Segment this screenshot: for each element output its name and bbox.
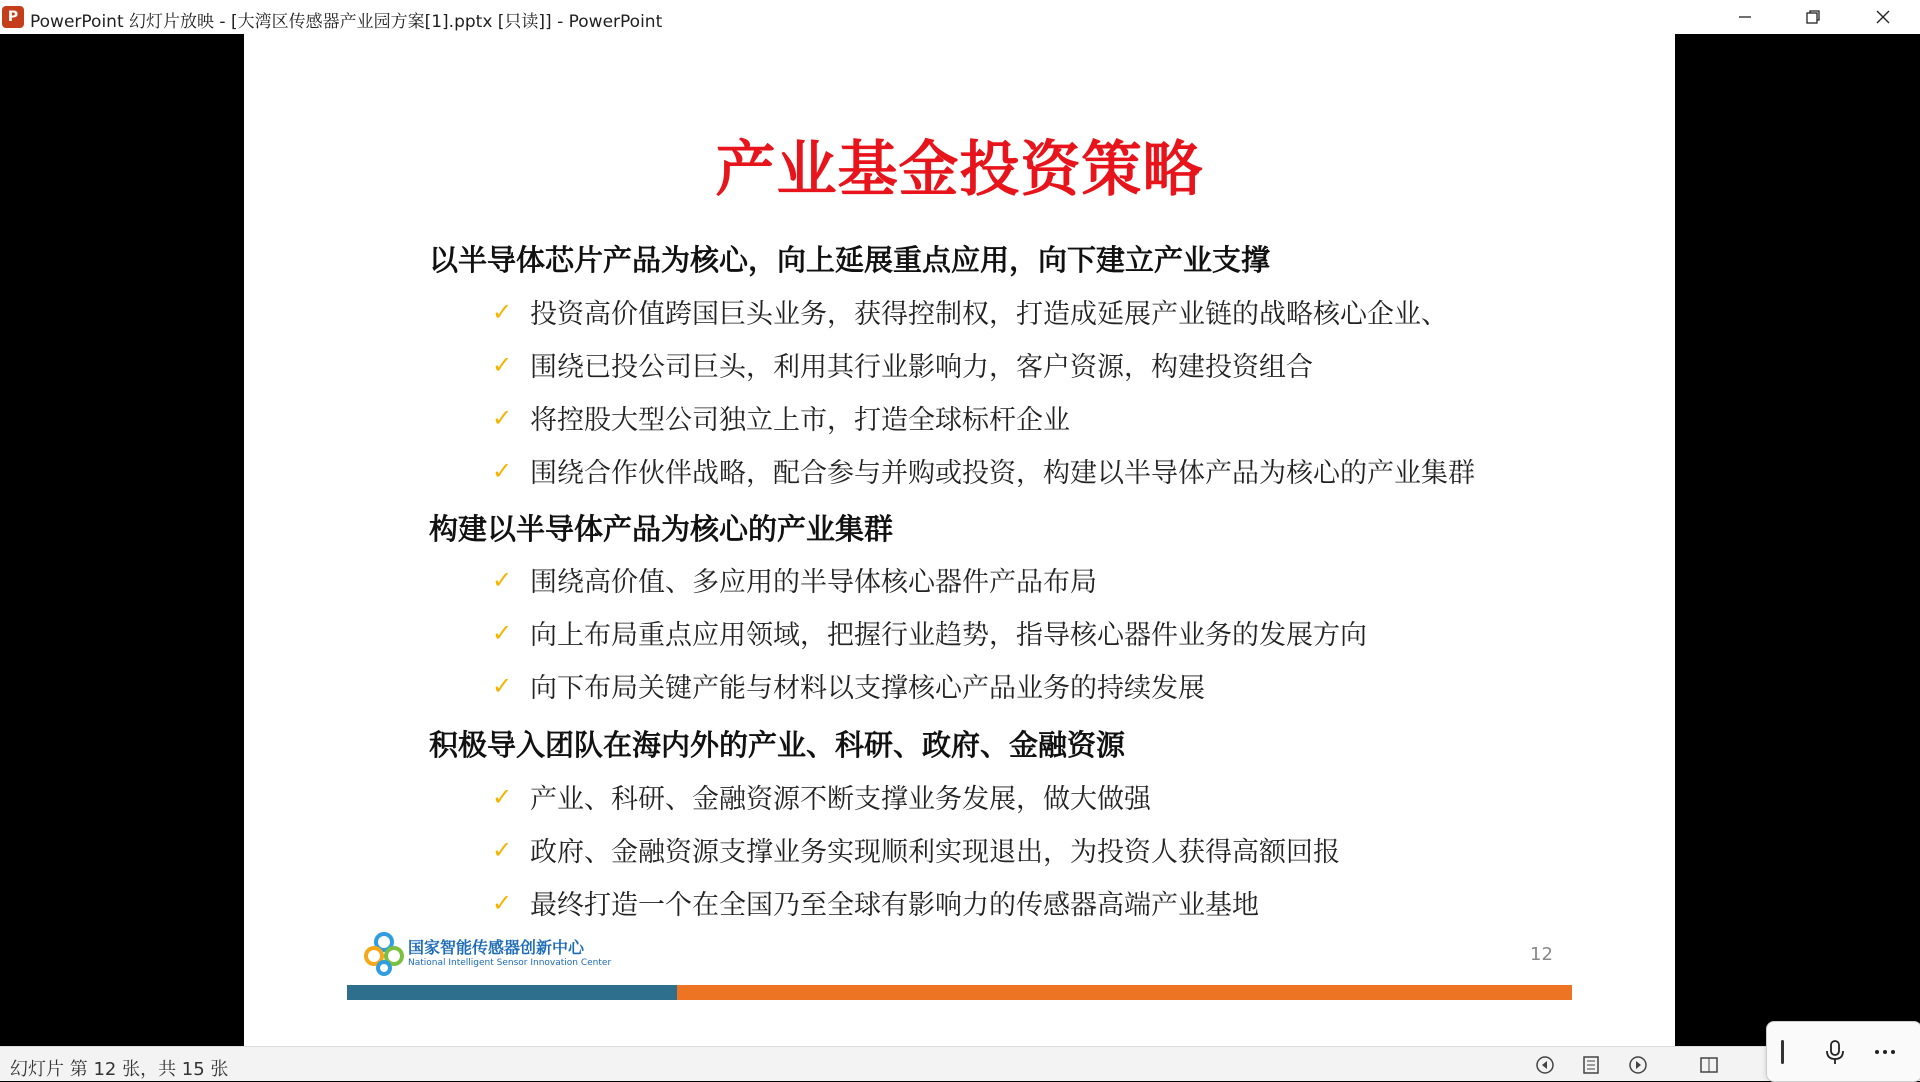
drag-handle[interactable] (1781, 1040, 1784, 1064)
minimize-icon (1736, 8, 1754, 26)
slide-counter: 幻灯片 第 12 张，共 15 张 (10, 1059, 229, 1080)
slideshow-area[interactable] (0, 34, 1920, 1046)
bullet-text: 向下布局关键产能与材料以支撑核心产品业务的持续发展 (530, 673, 1205, 704)
bullet-item (492, 613, 1367, 652)
bullet-text: 最终打造一个在全国乃至全球有影响力的传感器高端产业基地 (530, 890, 1259, 921)
bullet-item (492, 398, 1070, 437)
bullet-item (492, 292, 1448, 331)
title-bar (0, 0, 1920, 34)
microphone-icon[interactable] (1823, 1039, 1847, 1065)
bullet-item (492, 883, 1259, 922)
slide[interactable] (244, 34, 1675, 1046)
footer-bar-blue (347, 985, 677, 1000)
close-button[interactable] (1848, 0, 1918, 34)
dictation-toolbar[interactable] (1766, 1021, 1920, 1082)
check-icon: ✓ (492, 782, 513, 811)
section-heading: 构建以半导体产品为核心的产业集群 (429, 512, 894, 546)
status-bar (0, 1046, 1920, 1081)
logo-text-cn: 国家智能传感器创新中心 (408, 938, 585, 957)
sensor-center-logo-icon (364, 932, 404, 976)
check-icon: ✓ (492, 565, 513, 594)
check-icon: ✓ (492, 456, 513, 485)
bullet-text: 围绕合作伙伴战略，配合参与并购或投资，构建以半导体产品为核心的产业集群 (530, 458, 1475, 489)
check-icon: ✓ (492, 835, 513, 864)
section-heading: 积极导入团队在海内外的产业、科研、政府、金融资源 (429, 728, 1126, 762)
minimize-button[interactable] (1710, 0, 1780, 34)
bullet-text: 围绕已投公司巨头，利用其行业影响力，客户资源，构建投资组合 (530, 352, 1313, 383)
check-icon: ✓ (492, 403, 513, 432)
bullet-text: 政府、金融资源支撑业务实现顺利实现退出，为投资人获得高额回报 (530, 837, 1340, 868)
check-icon: ✓ (492, 888, 513, 917)
bullet-item (492, 830, 1340, 869)
restore-button[interactable] (1778, 0, 1848, 34)
slide-page-number: 12 (1530, 944, 1553, 965)
bullet-text: 向上布局重点应用领域，把握行业趋势，指导核心器件业务的发展方向 (530, 620, 1367, 651)
bullet-text: 围绕高价值、多应用的半导体核心器件产品布局 (530, 567, 1097, 598)
section-heading: 以半导体芯片产品为核心，向上延展重点应用，向下建立产业支撑 (429, 243, 1271, 277)
check-icon: ✓ (492, 297, 513, 326)
bullet-item (492, 451, 1475, 490)
bullet-text: 投资高价值跨国巨头业务，获得控制权，打造成延展产业链的战略核心企业、 (530, 299, 1448, 330)
check-icon: ✓ (492, 350, 513, 379)
bullet-item (492, 666, 1205, 705)
more-options-icon[interactable] (1873, 1048, 1897, 1056)
logo-text-en: National Intelligent Sensor Innovation Center (408, 958, 612, 968)
powerpoint-icon: P (2, 6, 24, 28)
bullet-item (492, 560, 1097, 599)
bullet-text: 产业、科研、金融资源不断支撑业务发展，做大做强 (530, 784, 1151, 815)
slide-sorter-icon[interactable] (1580, 1054, 1602, 1076)
bullet-item (492, 345, 1313, 384)
bullet-text: 将控股大型公司独立上市，打造全球标杆企业 (530, 405, 1070, 436)
bullet-item (492, 777, 1151, 816)
next-slide-icon[interactable] (1627, 1054, 1649, 1076)
reading-view-icon[interactable] (1698, 1054, 1720, 1076)
previous-slide-icon[interactable] (1534, 1054, 1556, 1076)
footer-logo (364, 932, 611, 976)
footer-bar-orange (677, 985, 1572, 1000)
slide-title: 产业基金投资策略 (715, 135, 1204, 205)
check-icon: ✓ (492, 671, 513, 700)
check-icon: ✓ (492, 618, 513, 647)
restore-icon (1804, 8, 1822, 26)
window-title: PowerPoint 幻灯片放映 - [大湾区传感器产业园方案[1].pptx [只读]] - PowerPoint (30, 12, 663, 32)
close-icon (1874, 8, 1892, 26)
